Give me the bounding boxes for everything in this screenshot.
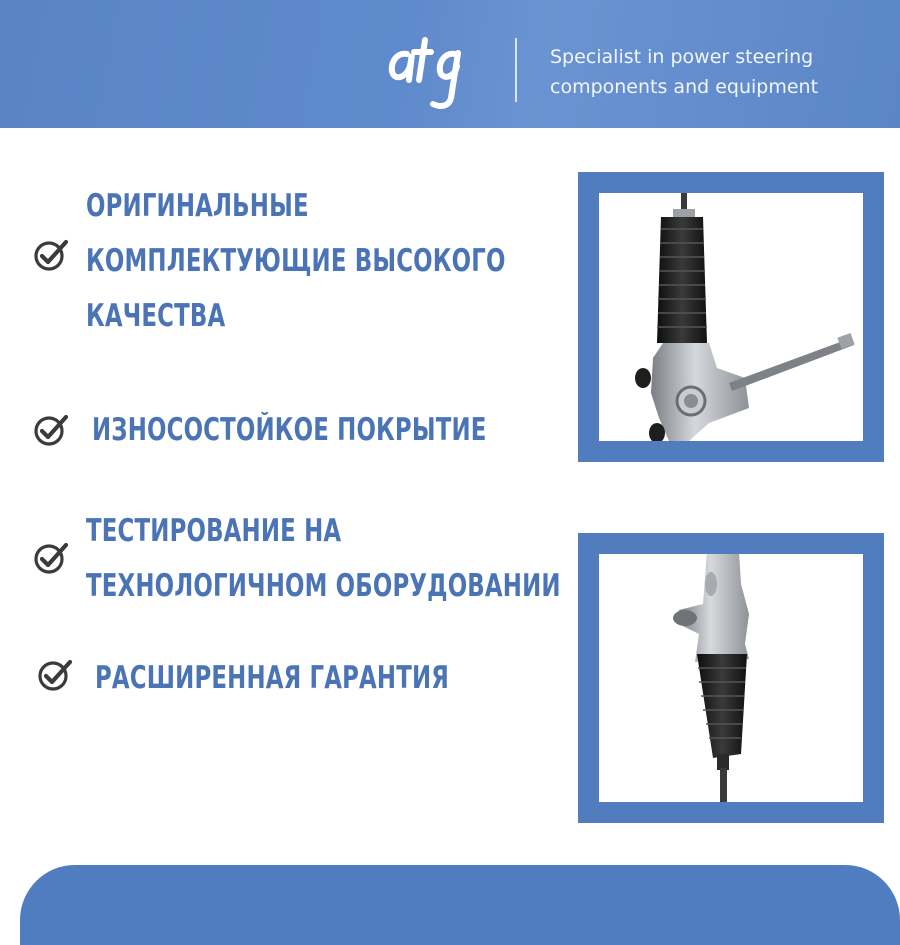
header-divider [515, 38, 517, 102]
footer-bar [20, 865, 900, 945]
feature-line: ИЗНОСОСТОЙКОЕ ПОКРЫТИЕ [92, 412, 487, 448]
header-banner [0, 0, 900, 128]
atg-logo [385, 36, 475, 114]
check-circle-icon [33, 412, 69, 448]
check-circle-icon [37, 657, 73, 693]
tagline-line-1: Specialist in power steering [550, 46, 814, 68]
tagline-line-2: components and equipment [550, 76, 819, 98]
steering-rack-illustration [599, 554, 863, 802]
check-circle-icon [33, 540, 69, 576]
feature-text [92, 403, 487, 458]
feature-text [95, 651, 449, 706]
steering-rack-photo-bottom [578, 533, 884, 823]
feature-line: КОМПЛЕКТУЮЩИЕ ВЫСОКОГО [86, 243, 506, 279]
steering-rack-illustration [599, 193, 863, 441]
feature-line: ОРИГИНАЛЬНЫЕ [86, 188, 309, 224]
feature-text [86, 179, 506, 344]
feature-line: ТЕХНОЛОГИЧНОМ ОБОРУДОВАНИИ [86, 568, 561, 604]
feature-line: КАЧЕСТВА [86, 298, 226, 334]
steering-rack-photo-top [578, 172, 884, 462]
brand-tagline [550, 42, 890, 102]
feature-line: РАСШИРЕННАЯ ГАРАНТИЯ [95, 660, 450, 696]
check-circle-icon [33, 237, 69, 273]
feature-line: ТЕСТИРОВАНИЕ НА [86, 513, 342, 549]
feature-text [86, 504, 561, 614]
